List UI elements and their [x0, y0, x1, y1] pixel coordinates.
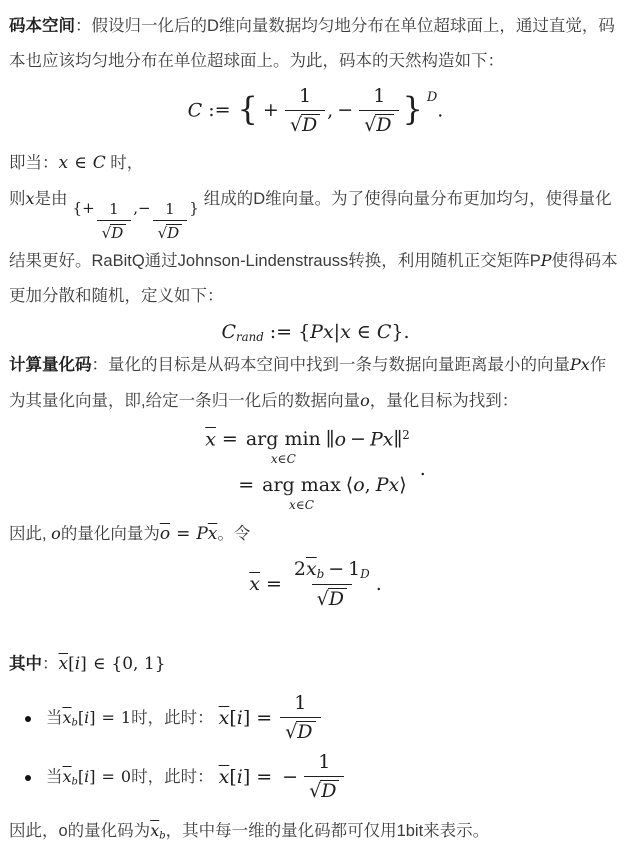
paragraph-conclusion	[9, 813, 622, 853]
math-minus: −	[138, 198, 151, 217]
math-symbol: P	[310, 320, 323, 343]
math-equals: =	[238, 473, 255, 496]
math-in: ∈	[74, 152, 87, 173]
paragraph-codebook-space	[9, 9, 622, 79]
math-numerator: 1	[373, 85, 386, 107]
label-colon: ：	[75, 17, 92, 35]
math-numerator: 1	[165, 199, 175, 218]
math-in: ∈	[356, 320, 371, 343]
inline-formula-result	[219, 752, 347, 803]
bullet-item-2	[9, 751, 622, 805]
math-symbol: i	[74, 653, 81, 674]
math-equals: =	[265, 572, 282, 595]
math-minus: −	[328, 557, 345, 580]
text-run: 时，此时：	[131, 708, 214, 727]
math-symbol: C	[286, 451, 296, 466]
inline-formula-xbar-b	[150, 821, 165, 840]
math-symbol: x	[58, 152, 69, 173]
sqrt-icon: √	[157, 224, 168, 243]
math-denominator	[312, 584, 352, 611]
math-subscript-b: b	[159, 829, 166, 841]
math-symbol: P	[369, 428, 383, 451]
math-right-angle: ⟩	[399, 473, 407, 496]
math-under-script	[289, 499, 314, 511]
math-symbol: i	[236, 766, 243, 789]
math-numerator: 1	[298, 85, 312, 107]
math-symbol: o	[353, 473, 365, 496]
math-fraction	[290, 559, 374, 611]
math-right-bracket: ]	[89, 766, 96, 786]
math-left-bracket: [	[77, 707, 85, 727]
math-xbar: $\overline{x}$	[58, 653, 69, 674]
math-symbol: x	[382, 428, 394, 451]
math-right-bracket: ]	[242, 766, 251, 789]
math-equals: =	[176, 523, 191, 544]
paragraph-codebook-vector	[9, 181, 622, 314]
math-left-brace: {	[298, 320, 311, 343]
text-run: 当	[46, 767, 63, 786]
bullet-content	[46, 693, 323, 744]
math-comma: ,	[327, 99, 334, 122]
equation-line-1	[205, 429, 410, 465]
math-xbar: $\overline{x}$	[249, 572, 260, 595]
math-left-brace: {	[72, 198, 83, 217]
math-period: .	[375, 572, 382, 595]
math-radicand: D	[320, 780, 339, 800]
text-run: 的量化向量为	[60, 524, 160, 543]
math-radicand: D	[301, 114, 320, 134]
math-symbol: x	[388, 473, 400, 496]
math-subscript-b: b	[71, 776, 78, 788]
text-run: 。令	[217, 524, 251, 543]
math-right-brace: }	[391, 320, 404, 343]
math-radicand: D	[328, 588, 347, 608]
paragraph-codebook-space-text: 假设归一化后的D维向量数据均匀地分布在单位超球面上，通过直觉，码本也应该均匀地分布在单位超球面上。为此，码本的天然构造如下：	[9, 17, 615, 70]
sqrt-icon: √	[309, 780, 322, 803]
math-xbar: $\overline{x}$	[207, 523, 218, 544]
label-colon: ：	[91, 355, 108, 374]
bullet-content	[46, 752, 346, 803]
text-run: 即当：	[9, 153, 59, 172]
equation-align-block	[205, 429, 410, 511]
bullet-item-1	[9, 692, 622, 746]
sqrt-icon: √	[285, 721, 298, 744]
math-fraction	[97, 201, 132, 243]
math-subscript-b: b	[71, 717, 78, 729]
math-plus: +	[82, 198, 95, 217]
math-operator: arg max	[262, 473, 341, 496]
math-left-angle: ⟨	[345, 473, 354, 496]
math-fraction	[359, 86, 399, 137]
math-period: .	[403, 320, 410, 343]
math-left-brace: {	[237, 90, 258, 129]
math-right-bracket: ]	[242, 707, 251, 730]
inline-formula-xbar-domain	[59, 654, 166, 674]
math-symbol: P	[375, 473, 389, 496]
math-under-script	[271, 453, 296, 465]
text-run: ，其中每一维的量化码都可仅用1bit来表示。	[165, 821, 490, 840]
math-right-brace: }	[189, 198, 199, 217]
formula-argmin-argmax	[9, 429, 622, 511]
math-symbol: P	[540, 250, 552, 270]
math-left-bracket: [	[77, 766, 85, 786]
math-radicand: D	[166, 224, 182, 240]
math-subscript: rand	[235, 329, 264, 344]
math-minus: −	[350, 428, 366, 451]
inline-formula-codebook-set	[72, 198, 199, 243]
paragraph-quantized-vector	[9, 516, 622, 552]
math-comma: ,	[133, 198, 139, 217]
math-pipe: |	[333, 320, 341, 343]
inline-formula-condition	[63, 708, 132, 727]
sqrt-icon: √	[364, 113, 377, 136]
math-in: ∈	[277, 451, 287, 466]
math-left-bracket: [	[229, 707, 237, 730]
math-assign: :=	[269, 320, 293, 343]
math-symbol: C	[221, 320, 236, 343]
math-radicand: D	[110, 224, 126, 240]
math-denominator	[97, 220, 132, 243]
math-subscript-b: b	[316, 566, 325, 581]
math-in: ∈	[92, 653, 106, 674]
bullet-icon	[25, 775, 31, 781]
math-symbol: i	[236, 707, 243, 730]
math-xbar: $\overline{x}$	[62, 766, 72, 786]
math-in: ∈	[295, 497, 305, 512]
math-number: 1	[348, 557, 361, 580]
math-comma: ,	[364, 473, 371, 496]
math-equals: =	[101, 766, 115, 786]
math-norm-bar: ∥	[325, 428, 335, 451]
math-obar: $\overline{o}$	[159, 523, 171, 544]
math-symbol: o	[51, 523, 61, 543]
math-period: .	[419, 458, 426, 481]
math-symbol: C	[187, 99, 203, 122]
math-symbol: C	[376, 320, 392, 343]
math-symbol: x	[580, 354, 590, 374]
math-norm-bar: ∥	[393, 428, 403, 451]
math-denominator	[359, 110, 399, 137]
math-set-values: 0, 1	[122, 653, 155, 674]
text-run: 组成的D维向量。为了使得向量分布更加均匀，使得量化结果更好。RaBitQ通过Johnson-Lindenstrauss转换，利用随机正交矩阵P	[9, 189, 612, 270]
math-symbol: C	[304, 497, 314, 512]
math-radicand: D	[375, 114, 394, 134]
text-run: 则	[9, 189, 26, 208]
formula-random-codebook	[9, 321, 622, 345]
sqrt-icon: √	[289, 113, 302, 136]
text-run: 时，此时：	[131, 767, 214, 786]
math-denominator	[304, 776, 344, 803]
math-symbol: P	[196, 523, 208, 544]
math-symbol: x	[25, 188, 35, 208]
math-operator: arg min	[245, 428, 321, 451]
bullet-list	[9, 692, 622, 805]
math-left-bracket: [	[229, 766, 237, 789]
inline-formula-obar	[160, 524, 218, 544]
math-superscript-2: 2	[402, 427, 410, 442]
math-symbol: i	[84, 766, 90, 786]
math-fraction	[153, 201, 188, 243]
math-numerator: 1	[109, 199, 119, 218]
label-where: 其中	[9, 654, 42, 673]
label-compute-code: 计算量化码	[9, 355, 92, 374]
math-fraction	[304, 752, 344, 803]
math-denominator	[285, 110, 325, 137]
math-denominator	[280, 717, 320, 744]
math-xbar: $\overline{x}$	[218, 707, 230, 730]
text-run: 因此，o的量化码为	[9, 821, 151, 840]
math-xbar: $\overline{x}$	[150, 820, 160, 840]
math-subscript-D: D	[360, 566, 370, 581]
math-equals: =	[256, 707, 273, 730]
math-symbol: x	[270, 451, 278, 466]
label-codebook-space: 码本空间	[9, 17, 75, 35]
math-xbar: $\overline{x}$	[205, 428, 216, 451]
math-left-bracket: [	[68, 653, 75, 674]
math-fraction	[280, 693, 320, 744]
paragraph-compute-code	[9, 347, 622, 419]
text-run: 当	[46, 708, 63, 727]
sqrt-icon: √	[316, 587, 329, 610]
math-numerator	[290, 559, 374, 584]
math-right-brace: }	[402, 90, 423, 129]
math-radicand: D	[296, 721, 315, 741]
math-right-brace: }	[154, 653, 166, 674]
text-run: ，量化目标为找到：	[369, 391, 519, 410]
math-symbol: o	[360, 390, 370, 410]
text-run: 作为其量化向量，即,给定一条归一化后的数据向量	[9, 355, 607, 410]
math-denominator	[153, 220, 188, 243]
math-numerator: 1	[294, 692, 307, 715]
math-symbol: i	[84, 707, 90, 727]
math-superscript-D: D	[426, 90, 438, 106]
inline-formula-result	[219, 693, 323, 744]
math-xbar: $\overline{x}$	[62, 707, 72, 727]
math-equals: =	[101, 707, 115, 727]
text-run: 是由	[34, 189, 68, 208]
paragraph-where	[9, 647, 622, 682]
math-equals: =	[256, 766, 273, 789]
math-minus: −	[282, 766, 299, 789]
formula-codebook-definition	[9, 86, 622, 137]
math-right-bracket: ]	[89, 707, 96, 727]
math-minus: −	[337, 99, 354, 122]
math-plus: +	[262, 99, 279, 122]
math-number: 1	[120, 707, 132, 727]
math-xbar: $\overline{x}$	[305, 557, 317, 580]
label-colon: ：	[42, 654, 59, 673]
math-number: 2	[293, 557, 306, 580]
text-run: 使得码本更加分散和随机，定义如下：	[9, 251, 618, 305]
formula-xbar-definition	[9, 559, 622, 611]
math-symbol: x	[289, 497, 296, 512]
math-symbol: x	[340, 320, 351, 343]
text-run: 量化的目标是从码本空间中找到一条与数据向量距离最小的向量	[108, 355, 570, 374]
math-right-bracket: ]	[80, 653, 87, 674]
math-symbol: o	[334, 428, 347, 451]
math-argmin-operator	[246, 429, 321, 465]
inline-formula-condition	[63, 767, 132, 786]
math-fraction	[285, 86, 325, 137]
math-xbar: $\overline{x}$	[218, 766, 230, 789]
math-symbol: P	[570, 354, 581, 374]
math-numerator: 1	[318, 751, 331, 774]
math-period: .	[437, 99, 444, 122]
math-left-brace: {	[111, 653, 123, 674]
equation-line-2	[205, 475, 410, 511]
math-number: 0	[120, 766, 132, 786]
math-assign: :=	[208, 99, 231, 122]
sqrt-icon: √	[101, 224, 112, 243]
bullet-icon	[25, 716, 31, 722]
math-argmax-operator	[262, 475, 341, 511]
text-run: 因此,	[9, 524, 52, 543]
math-symbol: C	[92, 152, 106, 173]
text-run: 时，	[110, 153, 144, 172]
math-symbol: x	[322, 320, 334, 343]
paragraph-when-x-in-C	[9, 146, 622, 181]
math-equals: =	[221, 428, 238, 451]
